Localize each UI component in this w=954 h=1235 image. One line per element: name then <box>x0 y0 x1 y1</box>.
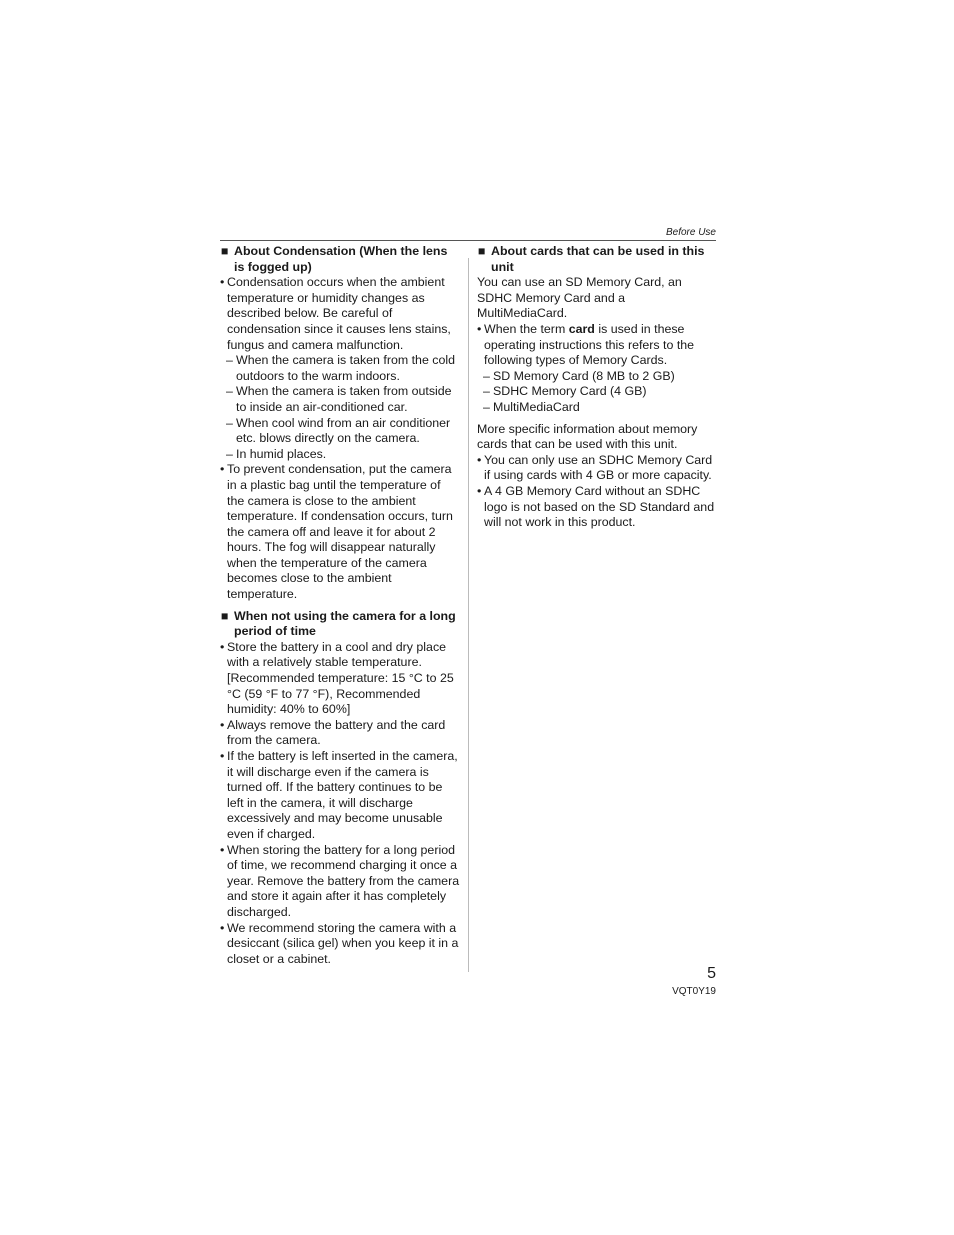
condensation-bullet-2 <box>220 462 460 602</box>
bullet-icon: • <box>220 749 225 763</box>
condensation-heading-text: About Condensation (When the lens is fogged up) <box>234 244 448 274</box>
condensation-bullet-1 <box>220 275 460 353</box>
bullet-icon: • <box>477 483 482 498</box>
bullet-icon: • <box>220 462 225 477</box>
condensation-sub-4 <box>220 447 460 463</box>
storage-bullet-3 <box>220 749 460 843</box>
cards-more-info: More specific information about memory cards that can be used with this unit. <box>477 421 698 452</box>
card-type-3 <box>477 400 717 416</box>
cards-intro: You can use an SD Memory Card, an SDHC Memory Card and a MultiMediaCard. <box>477 275 682 321</box>
storage-bullet-2 <box>220 718 460 749</box>
dash-icon: – <box>483 399 490 414</box>
card-type-1 <box>477 369 717 385</box>
card-type-2 <box>477 384 717 400</box>
running-head: Before Use <box>665 227 716 238</box>
card-term-bullet <box>477 322 717 369</box>
right-column <box>477 244 717 531</box>
page-number: 5 <box>707 965 716 982</box>
card-type-1-text: SD Memory Card (8 MB to 2 GB) <box>493 368 675 383</box>
dash-icon: – <box>226 384 233 399</box>
cards-note-2 <box>477 484 717 531</box>
storage-bullet-5-text: We recommend storing the camera with a desiccant (silica gel) when you keep it in a closet or a cabinet. <box>227 920 459 966</box>
square-bullet-icon: ■ <box>221 608 229 623</box>
card-type-2-text: SDHC Memory Card (4 GB) <box>493 384 647 399</box>
bullet-icon: • <box>220 920 225 935</box>
condensation-sub-4-text: In humid places. <box>236 446 327 461</box>
storage-bullet-4-text: When storing the battery for a long period of time, we recommend charging it once a year. Remove the battery from the camera and store it again after it has completely discharged. <box>227 842 460 919</box>
card-term-prefix: When the term <box>484 321 569 336</box>
condensation-sub-3-text: When cool wind from an air conditioner etc. blows directly on the camera. <box>236 415 451 446</box>
storage-bullet-2-text: Always remove the battery and the card from the camera. <box>227 717 446 748</box>
cards-heading <box>477 244 717 275</box>
square-bullet-icon: ■ <box>221 244 229 258</box>
storage-bullet-1 <box>220 640 460 718</box>
storage-bullet-4 <box>220 843 460 921</box>
condensation-sub-1-text: When the camera is taken from the cold outdoors to the warm indoors. <box>236 353 456 383</box>
cards-note-1 <box>477 453 717 484</box>
bullet-icon: • <box>220 842 225 857</box>
storage-bullet-3-text: If the battery is left inserted in the camera, it will discharge even if the camera is turned off. If the battery continues to be left in the camera, it will discharge excessively and may become unusable even if charged. <box>227 749 458 841</box>
column-divider <box>468 258 469 972</box>
cards-heading-text: About cards that can be used in this unit <box>491 244 705 274</box>
header-rule <box>220 240 716 241</box>
card-type-3-text: MultiMediaCard <box>493 399 580 414</box>
storage-heading <box>220 609 460 640</box>
card-term-word: card <box>568 321 595 336</box>
cards-note-2-text: A 4 GB Memory Card without an SDHC logo is not based on the SD Standard and will not work in this product. <box>484 483 715 530</box>
bullet-icon: • <box>477 452 482 467</box>
dash-icon: – <box>226 353 233 368</box>
storage-bullet-1-text: Store the battery in a cool and dry place with a relatively stable temperature. [Recommended temperature: 15 °C to 25 °C (59 °F to 77 °F), Recommended humidity: 40% to 60%] <box>227 639 454 717</box>
condensation-bullet-1-text: Condensation occurs when the ambient temperature or humidity changes as described below. Be careful of condensation since it causes lens stains, fungus and camera malfunction. <box>227 275 451 352</box>
left-column <box>220 244 460 967</box>
bullet-icon: • <box>220 275 225 290</box>
dash-icon: – <box>226 446 233 461</box>
model-code: VQT0Y19 <box>672 986 716 997</box>
condensation-sub-2-text: When the camera is taken from outside to inside an air-conditioned car. <box>236 384 452 414</box>
storage-heading-text: When not using the camera for a long period of time <box>234 608 456 639</box>
condensation-sub-1 <box>220 353 460 384</box>
condensation-sub-3 <box>220 416 460 447</box>
dash-icon: – <box>483 368 490 383</box>
dash-icon: – <box>483 384 490 399</box>
condensation-heading <box>220 244 460 275</box>
bullet-icon: • <box>220 639 225 654</box>
cards-note-1-text: You can only use an SDHC Memory Card if using cards with 4 GB or more capacity. <box>484 452 713 483</box>
bullet-icon: • <box>477 321 482 336</box>
card-term-suffix: is used in these operating instructions this refers to the following types of Memory Cards. <box>484 321 695 368</box>
condensation-bullet-2-text: To prevent condensation, put the camera in a plastic bag until the temperature of the camera is close to the ambient temperature. If condensation occurs, turn the camera off and leave it for about 2 hours. The fog will disappear naturally when the temperature of the camera becomes close to the ambient temperature. <box>227 462 453 602</box>
bullet-icon: • <box>220 717 225 732</box>
condensation-sub-2 <box>220 384 460 415</box>
storage-bullet-5 <box>220 921 460 968</box>
square-bullet-icon: ■ <box>478 244 486 258</box>
dash-icon: – <box>226 415 233 430</box>
